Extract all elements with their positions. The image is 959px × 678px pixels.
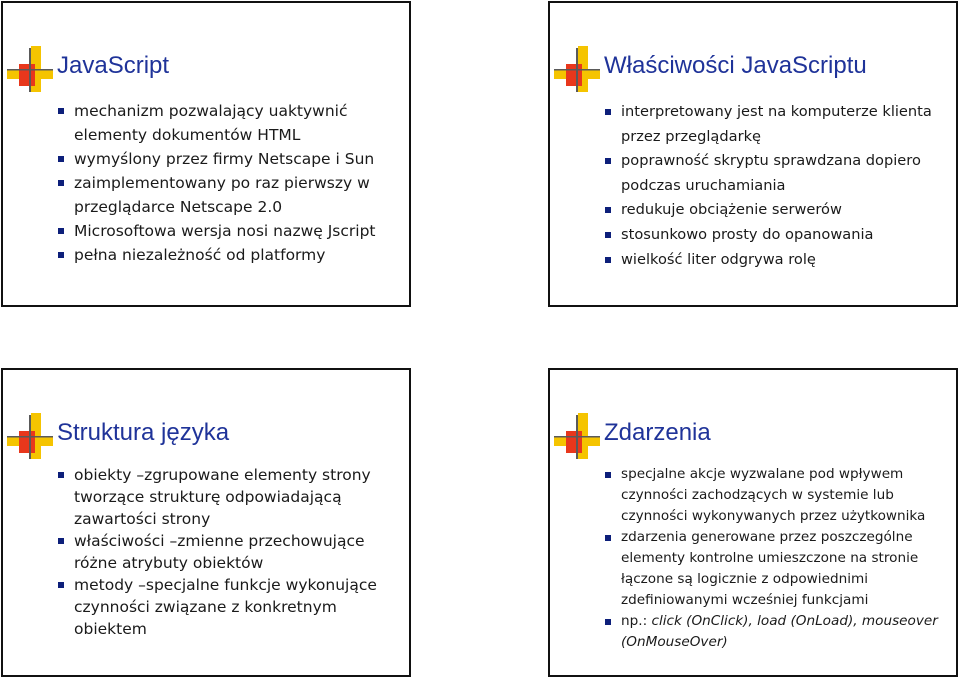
yellow-red-cross-logo-icon <box>554 46 600 92</box>
slide-wlasciwosci-javascriptu <box>548 1 958 307</box>
square-bullet-icon <box>605 257 611 263</box>
bullet-text: –zgrupowane elementy strony tworzące strukturę odpowiadającą zawartości strony <box>74 466 371 528</box>
square-bullet-icon <box>605 472 611 478</box>
list-item <box>604 248 950 273</box>
bullet-text: –zmienne przechowujące różne atrybuty obiektów <box>74 532 365 572</box>
slide-struktura-jezyka <box>1 368 411 677</box>
bullet-text: specjalne akcje wyzwalane pod wpływem czynności zachodzących w systemie lub czynności wykonywanych przez użytkownika <box>621 466 926 524</box>
square-bullet-icon <box>605 535 611 541</box>
bullet-text: wielkość liter odgrywa rolę <box>621 250 816 268</box>
bullet-text: interpretowany jest na komputerze klienta przez przeglądarkę <box>621 103 932 145</box>
slide-javascript <box>1 1 411 307</box>
bullet-text: mechanizm pozwalający uaktywnić elementy dokumentów HTML <box>74 102 348 144</box>
list-item <box>57 243 403 267</box>
square-bullet-icon <box>58 156 64 162</box>
list-item <box>604 223 950 248</box>
yellow-red-cross-logo-icon <box>7 413 53 459</box>
list-item <box>604 464 950 527</box>
bullet-text: zdarzenia generowane przez poszczególne elementy kontrolne umieszczone na stronie łączone są logicznie z odpowiednimi zdefiniowanymi wcześniej funkcjami <box>621 529 919 608</box>
bullet-list <box>604 464 950 653</box>
bullet-text: Microsoftowa wersja nosi nazwę Jscript <box>74 222 376 240</box>
bullet-term: właściwości <box>74 532 165 550</box>
square-bullet-icon <box>605 619 611 625</box>
slide-zdarzenia <box>548 368 958 677</box>
square-bullet-icon <box>605 109 611 115</box>
bullet-prefix: np.: <box>621 613 652 629</box>
list-item <box>57 219 403 243</box>
square-bullet-icon <box>58 582 64 588</box>
list-item <box>57 464 403 530</box>
bullet-text: stosunkowo prosty do opanowania <box>621 225 874 243</box>
square-bullet-icon <box>58 538 64 544</box>
square-bullet-icon <box>58 108 64 114</box>
square-bullet-icon <box>605 158 611 164</box>
list-item <box>604 198 950 223</box>
list-item <box>57 99 403 147</box>
list-item <box>57 574 403 640</box>
list-item <box>604 611 950 653</box>
bullet-text: zaimplementowany po raz pierwszy w przeglądarce Netscape 2.0 <box>74 174 370 216</box>
bullet-text: redukuje obciążenie serwerów <box>621 201 842 219</box>
list-item <box>604 100 950 149</box>
bullet-text: poprawność skryptu sprawdzana dopiero podczas uruchamiania <box>621 152 921 194</box>
bullet-text: pełna niezależność od platformy <box>74 246 326 264</box>
square-bullet-icon <box>58 472 64 478</box>
bullet-list <box>604 100 950 272</box>
bullet-list <box>57 464 403 640</box>
bullet-term: obiekty <box>74 466 132 484</box>
event-examples: click (OnClick), load (OnLoad), mouseover (OnMouseOver) <box>621 613 938 650</box>
slide-title: Zdarzenia <box>604 419 711 446</box>
list-item <box>57 147 403 171</box>
bullet-text: wymyślony przez firmy Netscape i Sun <box>74 150 375 168</box>
list-item <box>604 149 950 198</box>
list-item <box>604 527 950 611</box>
square-bullet-icon <box>605 207 611 213</box>
slide-title: Właściwości JavaScriptu <box>604 52 867 79</box>
yellow-red-cross-logo-icon <box>554 413 600 459</box>
square-bullet-icon <box>58 228 64 234</box>
bullet-term: metody <box>74 576 134 594</box>
square-bullet-icon <box>58 180 64 186</box>
slide-title: Struktura języka <box>57 419 230 446</box>
list-item <box>57 171 403 219</box>
square-bullet-icon <box>58 252 64 258</box>
slide-title: JavaScript <box>57 52 170 79</box>
list-item <box>57 530 403 574</box>
bullet-text: –specjalne funkcje wykonujące czynności związane z konkretnym obiektem <box>74 576 377 638</box>
yellow-red-cross-logo-icon <box>7 46 53 92</box>
bullet-list <box>57 99 403 267</box>
square-bullet-icon <box>605 232 611 238</box>
